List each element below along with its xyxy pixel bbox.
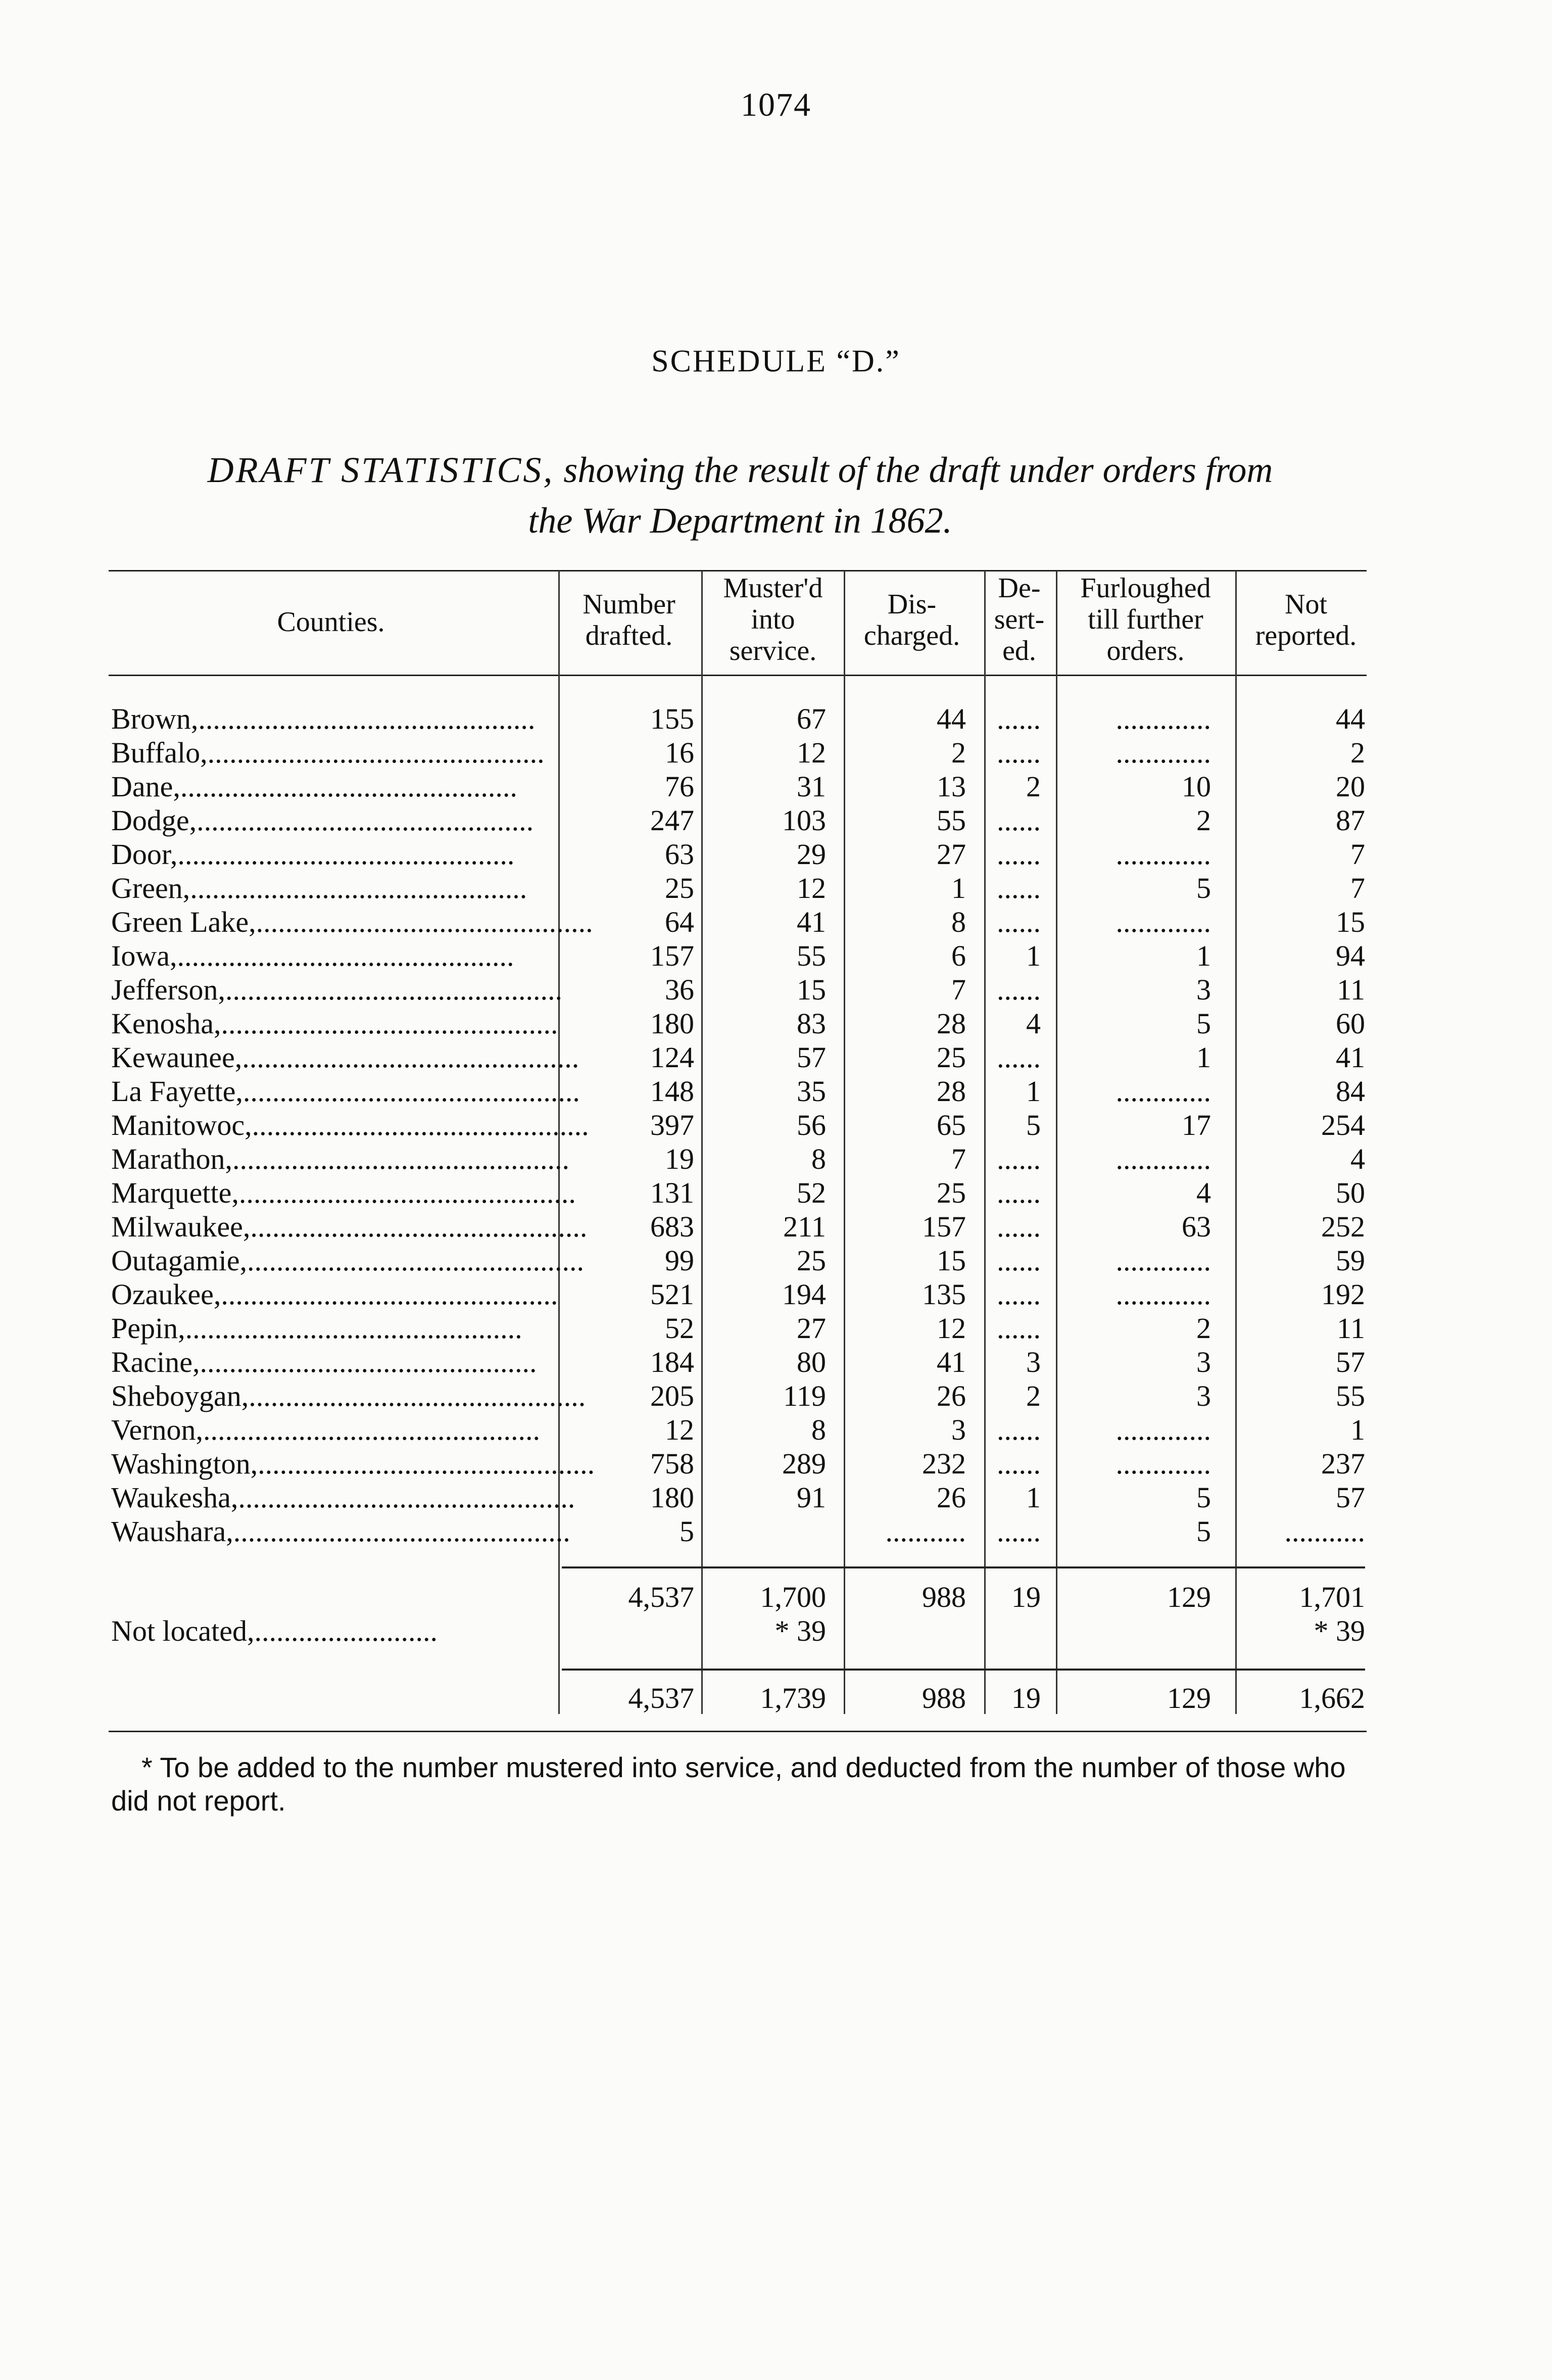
- column-divider: [701, 571, 703, 1714]
- cell-deserted: ......: [997, 702, 1041, 735]
- cell-furloughed: 4: [1196, 1176, 1211, 1209]
- cell-drafted: 683: [650, 1210, 694, 1243]
- cell-furloughed: 10: [1182, 770, 1211, 803]
- cell-discharged: 13: [937, 770, 966, 803]
- cell-not-reported: 57: [1336, 1346, 1365, 1378]
- cell-drafted: 64: [665, 906, 694, 938]
- cell-mustered: 29: [797, 838, 826, 871]
- cell-deserted: ......: [997, 1515, 1041, 1548]
- cell-deserted: ......: [997, 1041, 1041, 1074]
- cell-discharged: 1: [951, 872, 966, 905]
- cell-discharged: 8: [951, 906, 966, 938]
- cell-discharged: 7: [951, 1143, 966, 1175]
- title-line-2: the War Department in 1862.: [528, 500, 952, 541]
- cell-furloughed: 3: [1196, 1346, 1211, 1378]
- cell-furloughed: .............: [1116, 736, 1211, 769]
- cell-deserted: ......: [997, 1210, 1041, 1243]
- county-label: Washington,: [111, 1447, 258, 1480]
- cell-mustered: 31: [797, 770, 826, 803]
- cell-not-reported: 50: [1336, 1176, 1365, 1209]
- cell-drafted: 124: [650, 1041, 694, 1074]
- county-label: Waushara,: [111, 1515, 233, 1548]
- cell-discharged: 28: [937, 1075, 966, 1108]
- header-drafted-line: Number: [583, 589, 675, 620]
- cell-not-reported: 11: [1337, 973, 1365, 1006]
- cell-discharged: 25: [937, 1176, 966, 1209]
- schedule-title: SCHEDULE “D.”: [651, 344, 901, 378]
- county-label: Manitowoc,: [111, 1109, 252, 1141]
- cell-mustered: 83: [797, 1007, 826, 1040]
- cell-mustered: 103: [782, 804, 826, 837]
- county-name: Green Lake,..............................................: [111, 906, 593, 938]
- total-not-reported: 1,662: [1299, 1682, 1365, 1715]
- county-name: Dane,..............................................: [111, 770, 517, 803]
- cell-discharged: 15: [937, 1244, 966, 1277]
- cell-drafted: 12: [665, 1413, 694, 1446]
- cell-not-reported: 7: [1350, 838, 1365, 871]
- total-mustered: 1,739: [760, 1682, 826, 1715]
- cell-furloughed: .............: [1116, 1075, 1211, 1108]
- not-located-mustered: * 39: [774, 1614, 826, 1647]
- county-label: Green,: [111, 872, 190, 905]
- cell-drafted: 205: [650, 1379, 694, 1412]
- header-drafted: [561, 589, 697, 651]
- not-located-text: Not located,: [111, 1614, 255, 1647]
- county-name: Outagamie,..............................................: [111, 1244, 584, 1277]
- cell-discharged: 6: [951, 939, 966, 972]
- cell-deserted: ......: [997, 1312, 1041, 1345]
- cell-drafted: 155: [650, 702, 694, 735]
- cell-furloughed: 5: [1196, 1007, 1211, 1040]
- header-mustered-line: into: [751, 604, 795, 635]
- cell-mustered: 27: [797, 1312, 826, 1345]
- county-label: Milwaukee,: [111, 1210, 251, 1243]
- cell-not-reported: 87: [1336, 804, 1365, 837]
- cell-drafted: 521: [650, 1278, 694, 1311]
- cell-discharged: 135: [922, 1278, 966, 1311]
- cell-not-reported: 4: [1350, 1143, 1365, 1175]
- cell-deserted: ......: [997, 804, 1041, 837]
- cell-not-reported: ...........: [1284, 1515, 1365, 1548]
- header-not-reported-line: reported.: [1255, 620, 1357, 651]
- cell-deserted: 2: [1026, 1379, 1041, 1412]
- county-name: Dodge,..............................................: [111, 804, 534, 837]
- header-mustered-line: service.: [729, 635, 817, 667]
- county-name: Marathon,..............................................: [111, 1143, 569, 1175]
- cell-not-reported: 41: [1336, 1041, 1365, 1074]
- county-label: Buffalo,: [111, 736, 208, 769]
- cell-discharged: 26: [937, 1481, 966, 1514]
- total-rule: [562, 1669, 1365, 1671]
- cell-discharged: 25: [937, 1041, 966, 1074]
- cell-furloughed: .............: [1116, 906, 1211, 938]
- county-name: Washington,..............................................: [111, 1447, 595, 1480]
- header-furloughed-line: till further: [1088, 604, 1203, 635]
- cell-drafted: 148: [650, 1075, 694, 1108]
- cell-discharged: 232: [922, 1447, 966, 1480]
- table-bottom-rule: [109, 1731, 1367, 1732]
- cell-not-reported: 2: [1350, 736, 1365, 769]
- cell-discharged: 157: [922, 1210, 966, 1243]
- county-name: Waukesha,..............................................: [111, 1481, 575, 1514]
- cell-deserted: ......: [997, 872, 1041, 905]
- cell-furloughed: .............: [1116, 1244, 1211, 1277]
- cell-drafted: 63: [665, 838, 694, 871]
- county-label: Dodge,: [111, 804, 197, 837]
- cell-furloughed: 63: [1182, 1210, 1211, 1243]
- header-deserted-line: ed.: [1002, 635, 1036, 667]
- subtotal-deserted: 19: [1011, 1581, 1041, 1613]
- cell-mustered: 194: [782, 1278, 826, 1311]
- cell-discharged: 3: [951, 1413, 966, 1446]
- header-furloughed: [1058, 573, 1233, 667]
- total-drafted: 4,537: [628, 1682, 694, 1715]
- total-discharged: 988: [922, 1682, 966, 1715]
- cell-discharged: 44: [937, 702, 966, 735]
- cell-not-reported: 1: [1350, 1413, 1365, 1446]
- cell-drafted: 397: [650, 1109, 694, 1141]
- county-name: Green,..............................................: [111, 872, 527, 905]
- cell-discharged: 28: [937, 1007, 966, 1040]
- county-label: Marquette,: [111, 1176, 239, 1209]
- cell-mustered: 80: [797, 1346, 826, 1378]
- county-label: Kewaunee,: [111, 1041, 243, 1074]
- county-label: Green Lake,: [111, 906, 256, 938]
- header-deserted-line: sert-: [994, 604, 1045, 635]
- cell-mustered: 52: [797, 1176, 826, 1209]
- cell-discharged: 65: [937, 1109, 966, 1141]
- cell-drafted: 180: [650, 1007, 694, 1040]
- header-mustered-line: Muster'd: [723, 573, 823, 604]
- cell-drafted: 19: [665, 1143, 694, 1175]
- county-label: Brown,: [111, 702, 199, 735]
- cell-furloughed: 17: [1182, 1109, 1211, 1141]
- cell-not-reported: 55: [1336, 1379, 1365, 1412]
- cell-not-reported: 20: [1336, 770, 1365, 803]
- cell-drafted: 99: [665, 1244, 694, 1277]
- header-discharged-line: charged.: [863, 620, 960, 651]
- footnote: * To be added to the number mustered into service, and deducted from the number of those who did not report.: [111, 1751, 1346, 1817]
- cell-not-reported: 57: [1336, 1481, 1365, 1514]
- cell-deserted: 5: [1026, 1109, 1041, 1141]
- cell-not-reported: 237: [1321, 1447, 1365, 1480]
- header-furloughed-line: orders.: [1106, 635, 1185, 667]
- county-name: Milwaukee,..............................................: [111, 1210, 588, 1243]
- not-located-not-reported: * 39: [1314, 1614, 1365, 1647]
- subtotal-not-reported: 1,701: [1299, 1581, 1365, 1613]
- title-caps: DRAFT STATISTICS,: [207, 450, 555, 490]
- cell-furloughed: .............: [1116, 1278, 1211, 1311]
- cell-discharged: 2: [951, 736, 966, 769]
- cell-drafted: 76: [665, 770, 694, 803]
- cell-mustered: 119: [783, 1379, 826, 1412]
- cell-furloughed: .............: [1116, 1413, 1211, 1446]
- cell-mustered: 211: [783, 1210, 826, 1243]
- cell-mustered: 57: [797, 1041, 826, 1074]
- county-label: Pepin,: [111, 1312, 185, 1345]
- cell-furloughed: .............: [1116, 838, 1211, 871]
- cell-mustered: 67: [797, 702, 826, 735]
- cell-not-reported: 192: [1321, 1278, 1365, 1311]
- county-name: Vernon,..............................................: [111, 1413, 541, 1446]
- cell-mustered: 25: [797, 1244, 826, 1277]
- header-mustered: [705, 573, 841, 667]
- cell-furloughed: 3: [1196, 1379, 1211, 1412]
- total-furloughed: 129: [1167, 1682, 1211, 1715]
- cell-deserted: 3: [1026, 1346, 1041, 1378]
- cell-not-reported: 254: [1321, 1109, 1365, 1141]
- cell-furloughed: 5: [1196, 1515, 1211, 1548]
- cell-discharged: 7: [951, 973, 966, 1006]
- cell-furloughed: 5: [1196, 872, 1211, 905]
- county-label: Door,: [111, 838, 178, 871]
- header-drafted-line: drafted.: [585, 620, 673, 651]
- cell-deserted: 2: [1026, 770, 1041, 803]
- cell-drafted: 184: [650, 1346, 694, 1378]
- cell-furloughed: .............: [1116, 702, 1211, 735]
- cell-not-reported: 252: [1321, 1210, 1365, 1243]
- header-not-reported-line: Not: [1285, 589, 1327, 620]
- column-divider: [844, 571, 845, 1714]
- column-divider: [1056, 571, 1057, 1714]
- cell-furloughed: .............: [1116, 1143, 1211, 1175]
- cell-deserted: 1: [1026, 1075, 1041, 1108]
- county-label: Iowa,: [111, 939, 177, 972]
- column-divider: [1235, 571, 1237, 1714]
- cell-deserted: 4: [1026, 1007, 1041, 1040]
- cell-mustered: 8: [811, 1143, 826, 1175]
- county-name: Waushara,..............................................: [111, 1515, 570, 1548]
- cell-mustered: 35: [797, 1075, 826, 1108]
- county-label: Marathon,: [111, 1143, 232, 1175]
- cell-mustered: 55: [797, 939, 826, 972]
- cell-drafted: 180: [650, 1481, 694, 1514]
- cell-not-reported: 15: [1336, 906, 1365, 938]
- not-located-label: Not located,.........................: [111, 1614, 438, 1647]
- cell-mustered: 56: [797, 1109, 826, 1141]
- county-name: La Fayette,..............................................: [111, 1075, 580, 1108]
- cell-furloughed: 5: [1196, 1481, 1211, 1514]
- page-number: 1074: [741, 86, 811, 123]
- cell-not-reported: 7: [1350, 872, 1365, 905]
- cell-furloughed: 2: [1196, 1312, 1211, 1345]
- cell-discharged: 41: [937, 1346, 966, 1378]
- cell-deserted: ......: [997, 1278, 1041, 1311]
- header-discharged: [846, 589, 978, 651]
- county-name: Kenosha,..............................................: [111, 1007, 558, 1040]
- cell-not-reported: 94: [1336, 939, 1365, 972]
- cell-not-reported: 44: [1336, 702, 1365, 735]
- county-label: Ozaukee,: [111, 1278, 221, 1311]
- cell-discharged: 12: [937, 1312, 966, 1345]
- cell-discharged: 27: [937, 838, 966, 871]
- cell-deserted: ......: [997, 1176, 1041, 1209]
- cell-mustered: 15: [797, 973, 826, 1006]
- county-name: Pepin,..............................................: [111, 1312, 522, 1345]
- cell-drafted: 25: [665, 872, 694, 905]
- subtotal-mustered: 1,700: [760, 1581, 826, 1613]
- total-deserted: 19: [1011, 1682, 1041, 1715]
- header-furloughed-line: Furloughed: [1080, 573, 1211, 604]
- county-name: Buffalo,..............................................: [111, 736, 545, 769]
- cell-not-reported: 60: [1336, 1007, 1365, 1040]
- column-divider: [984, 571, 986, 1714]
- cell-mustered: 8: [811, 1413, 826, 1446]
- cell-deserted: ......: [997, 973, 1041, 1006]
- county-name: Racine,..............................................: [111, 1346, 537, 1378]
- table-title: [96, 445, 1384, 546]
- subtotal-rule: [562, 1566, 1365, 1568]
- county-label: Waukesha,: [111, 1481, 238, 1514]
- county-name: Door,..............................................: [111, 838, 515, 871]
- cell-mustered: [705, 1515, 826, 1548]
- header-top-rule: [109, 570, 1367, 572]
- cell-drafted: 157: [650, 939, 694, 972]
- county-name: Kewaunee,..............................................: [111, 1041, 579, 1074]
- county-label: Vernon,: [111, 1413, 204, 1446]
- subtotal-drafted: 4,537: [628, 1581, 694, 1613]
- subtotal-discharged: 988: [922, 1581, 966, 1613]
- cell-deserted: ......: [997, 1244, 1041, 1277]
- county-name: Iowa,..............................................: [111, 939, 514, 972]
- county-label: Kenosha,: [111, 1007, 221, 1040]
- cell-furloughed: 2: [1196, 804, 1211, 837]
- cell-discharged: 55: [937, 804, 966, 837]
- cell-mustered: 41: [797, 906, 826, 938]
- cell-drafted: 758: [650, 1447, 694, 1480]
- cell-drafted: 52: [665, 1312, 694, 1345]
- cell-discharged: 26: [937, 1379, 966, 1412]
- cell-furloughed: .............: [1116, 1447, 1211, 1480]
- county-label: Outagamie,: [111, 1244, 247, 1277]
- cell-deserted: ......: [997, 838, 1041, 871]
- cell-deserted: ......: [997, 736, 1041, 769]
- header-deserted: [983, 573, 1056, 667]
- cell-furloughed: 1: [1196, 1041, 1211, 1074]
- county-label: La Fayette,: [111, 1075, 243, 1108]
- cell-drafted: 5: [680, 1515, 694, 1548]
- cell-deserted: 1: [1026, 1481, 1041, 1514]
- county-name: Sheboygan,..............................................: [111, 1379, 586, 1412]
- cell-not-reported: 84: [1336, 1075, 1365, 1108]
- county-name: Marquette,..............................................: [111, 1176, 576, 1209]
- county-label: Dane,: [111, 770, 180, 803]
- cell-drafted: 36: [665, 973, 694, 1006]
- cell-drafted: 247: [650, 804, 694, 837]
- cell-deserted: 1: [1026, 939, 1041, 972]
- cell-discharged: ...........: [885, 1515, 966, 1548]
- cell-drafted: 131: [650, 1176, 694, 1209]
- county-label: Jefferson,: [111, 973, 226, 1006]
- cell-deserted: ......: [997, 906, 1041, 938]
- header-bottom-rule: [109, 675, 1367, 676]
- subtotal-furloughed: 129: [1167, 1581, 1211, 1613]
- header-not-reported: [1238, 589, 1374, 651]
- cell-mustered: 91: [797, 1481, 826, 1514]
- county-name: Ozaukee,..............................................: [111, 1278, 558, 1311]
- cell-drafted: 16: [665, 736, 694, 769]
- county-label: Sheboygan,: [111, 1379, 249, 1412]
- cell-deserted: ......: [997, 1143, 1041, 1175]
- header-counties: Counties.: [277, 606, 385, 638]
- cell-deserted: ......: [997, 1413, 1041, 1446]
- header-discharged-line: Dis-: [887, 589, 937, 620]
- cell-furloughed: 3: [1196, 973, 1211, 1006]
- header-deserted-line: De-: [998, 573, 1041, 604]
- cell-mustered: 12: [797, 872, 826, 905]
- cell-mustered: 12: [797, 736, 826, 769]
- cell-not-reported: 11: [1337, 1312, 1365, 1345]
- title-rest: showing the result of the draft under orders from: [554, 450, 1273, 490]
- cell-mustered: 289: [782, 1447, 826, 1480]
- cell-furloughed: 1: [1196, 939, 1211, 972]
- county-name: Brown,..............................................: [111, 702, 536, 735]
- cell-deserted: ......: [997, 1447, 1041, 1480]
- county-label: Racine,: [111, 1346, 200, 1378]
- cell-not-reported: 59: [1336, 1244, 1365, 1277]
- county-name: Manitowoc,..............................................: [111, 1109, 589, 1141]
- county-name: Jefferson,..............................................: [111, 973, 563, 1006]
